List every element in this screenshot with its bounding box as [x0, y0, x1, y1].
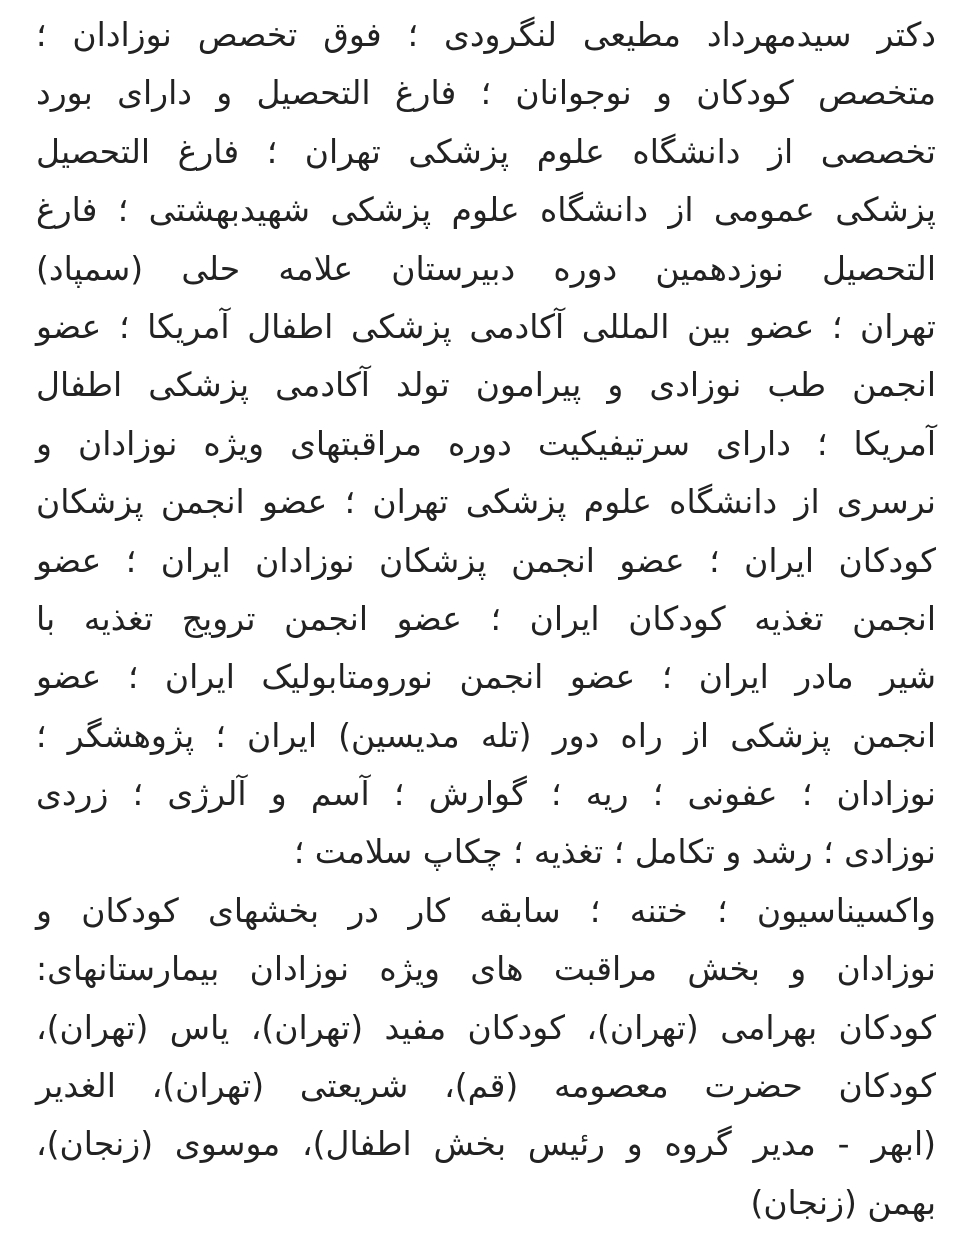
- text-line-19: کودکان حضرت معصومه (قم)، شریعتی (تهران)، الغدیر: [36, 1066, 936, 1106]
- text-line-9: نرسری از دانشگاه علوم پزشکی تهران ؛ عضو انجمن پزشکان: [36, 482, 936, 522]
- text-line-14: نوزادان ؛ عفونی ؛ ریه ؛ گوارش ؛ آسم و آلرژی ؛ زردی: [36, 774, 936, 814]
- text-line-3: تخصصی از دانشگاه علوم پزشکی تهران ؛ فارغ التحصیل: [36, 131, 936, 171]
- text-line-4: پزشکی عمومی از دانشگاه علوم پزشکی شهیدبهشتی ؛ فارغ: [36, 190, 936, 230]
- text-line-11: انجمن تغذیه کودکان ایران ؛ عضو انجمن ترویج تغذیه با: [36, 598, 936, 638]
- text-line-6: تهران ؛ عضو بین المللی آکادمی پزشکی اطفال آمریکا ؛ عضو: [36, 306, 936, 346]
- biography-text: [36, 6, 936, 1232]
- text-line-2: متخصص کودکان و نوجوانان ؛ فارغ التحصیل و دارای بورد: [36, 73, 936, 113]
- text-line-20: (ابهر - مدیر گروه و رئیس بخش اطفال)، موسوی (زنجان)،: [36, 1124, 936, 1164]
- text-line-15: نوزادی ؛ رشد و تکامل ؛ تغذیه ؛ چکاپ سلامت ؛: [293, 832, 936, 872]
- text-line-1: دکتر سیدمهرداد مطیعی لنگرودی ؛ فوق تخصص نوزادان ؛: [36, 15, 936, 54]
- text-line-21: بهمن (زنجان): [750, 1182, 936, 1222]
- text-line-8: آمریکا ؛ دارای سرتیفیکیت دوره مراقبتهای ویژه نوزادان و: [36, 423, 936, 463]
- text-line-16: واکسیناسیون ؛ ختنه ؛ سابقه کار در بخشهای کودکان و: [36, 890, 936, 930]
- text-line-12: شیر مادر ایران ؛ عضو انجمن نورومتابولیک ایران ؛ عضو: [36, 657, 936, 697]
- text-line-10: کودکان ایران ؛ عضو انجمن پزشکان نوزادان ایران ؛ عضو: [36, 540, 936, 580]
- text-line-5: التحصیل نوزدهمین دوره دبیرستان علامه حلی (سمپاد): [36, 248, 936, 288]
- text-line-17: نوزادان و بخش مراقبت های ویژه نوزادان بیمارستانهای:: [36, 949, 936, 989]
- text-line-18: کودکان بهرامی (تهران)، کودکان مفید (تهران)، یاس (تهران)،: [36, 1007, 936, 1047]
- text-line-13: انجمن پزشکی از راه دور (تله مدیسین) ایران ؛ پژوهشگر ؛: [36, 715, 936, 755]
- text-line-7: انجمن طب نوزادی و پیرامون تولد آکادمی پزشکی اطفال: [36, 365, 936, 405]
